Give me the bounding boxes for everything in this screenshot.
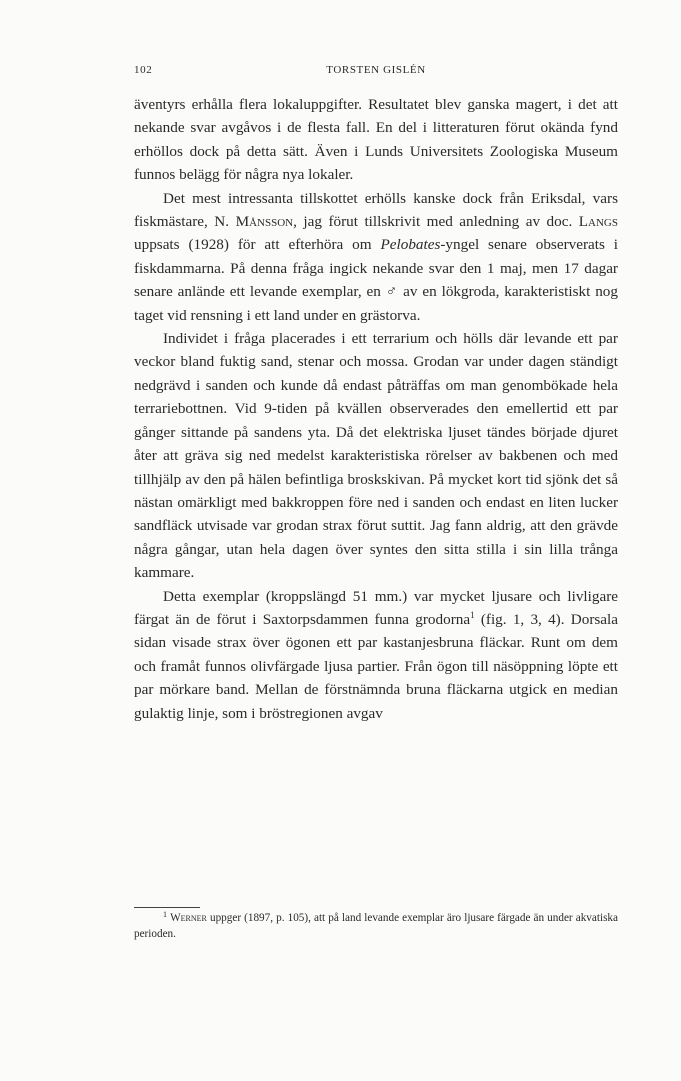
footnote-reference[interactable]: 1 xyxy=(470,609,475,620)
person-name-mansson: Månsson xyxy=(235,213,294,231)
paragraph-specimen xyxy=(134,585,618,725)
footnote xyxy=(134,910,618,942)
footnote-marker: 1 xyxy=(163,910,167,919)
paragraph-text: Detta exemplar (kroppslängd 51 mm.) var mycket ljusare och livligare färgat än de förut i Saxtorpsdammen funna grodorna xyxy=(134,587,618,628)
paragraph-text: äventyrs erhålla flera lokaluppgifter. Resultatet blev ganska magert, i det att nekande svar avgåvos i de flesta fall. En del i litteraturen förut okända fynd erhöllos dock på detta sätt. Även i Lunds Universitets Zoologiska Museum funnos belägg för några nya lokaler. xyxy=(134,96,618,184)
paragraph-text: -yngel senare observerats i fiskdammarna. På denna fråga ingick nekande svar den 1 maj, men 17 dagar senare anlände ett levande exemplar, en ♂ av en lökgroda, karakteristiskt nog taget vid rensning i ett land under en grästorva. xyxy=(134,236,618,324)
page-number: 102 xyxy=(134,64,153,76)
paragraph-text: , jag förut tillskrivit med anledning av doc. xyxy=(293,213,579,231)
paragraph-text: Det mest intressanta tillskottet erhölls kanske dock från Eriksdal, vars fiskmästare, N. xyxy=(134,189,618,231)
paragraph-text: uppsats (1928) för att efterhöra om xyxy=(134,236,381,254)
person-name-lang: Langs xyxy=(578,213,618,231)
running-head-author: TORSTEN GISLÉN xyxy=(326,64,426,76)
footnote-author: Werner xyxy=(170,912,207,924)
footnote-text: uppger (1897, p. 105), att på land levande exemplar äro ljusare färgade än under akvatiska perioden. xyxy=(134,912,618,940)
paragraph-text: Individet i fråga placerades i ett terrarium och hölls där levande ett par veckor bland fuktig sand, stenar och mossa. Grodan var under dagen ständigt nedgrävd i sanden och kunde då endast påträffas om man genombökade hela terrariebottnen. Vid 9-tiden på kvällen observerades den emellertid ett par gånger sittande på sandens yta. Då det elektriska ljuset tändes började djuret åter att gräva sig ned medelst karakteristiska rörelser av bakbenen och med tillhjälp av den på hälen befintliga broskskivan. På mycket kort tid sjönk det så nästan omärkligt med bakkroppen före ned i sanden och endast en liten lucker sandfläck utvisade var grodan strax förut suttit. Jag fann aldrig, att den grävde några gångar, utan hela dagen över syntes den sitta stilla i sin lilla trånga kammare. xyxy=(134,330,618,582)
paragraph-terrarium xyxy=(134,327,618,584)
genus-name-pelobates: Pelobates xyxy=(380,236,441,254)
paragraph-eriksdal xyxy=(134,187,618,327)
paragraph-continued xyxy=(134,93,618,187)
body-text xyxy=(134,93,618,725)
paragraph-text: (fig. 1, 3, 4). Dorsala sidan visade strax över ögonen ett par kastanjesbruna fläckar. Runt om dem och framåt funnos olivfärgade ljusa partier. Från ögon till näsöppning löpte ett par mörkare band. Mellan de förstnämnda bruna fläckarna utgick en median gulaktig linje, som i bröstregionen avgav xyxy=(134,610,619,722)
footnote-divider xyxy=(134,907,200,908)
running-head xyxy=(134,64,618,82)
